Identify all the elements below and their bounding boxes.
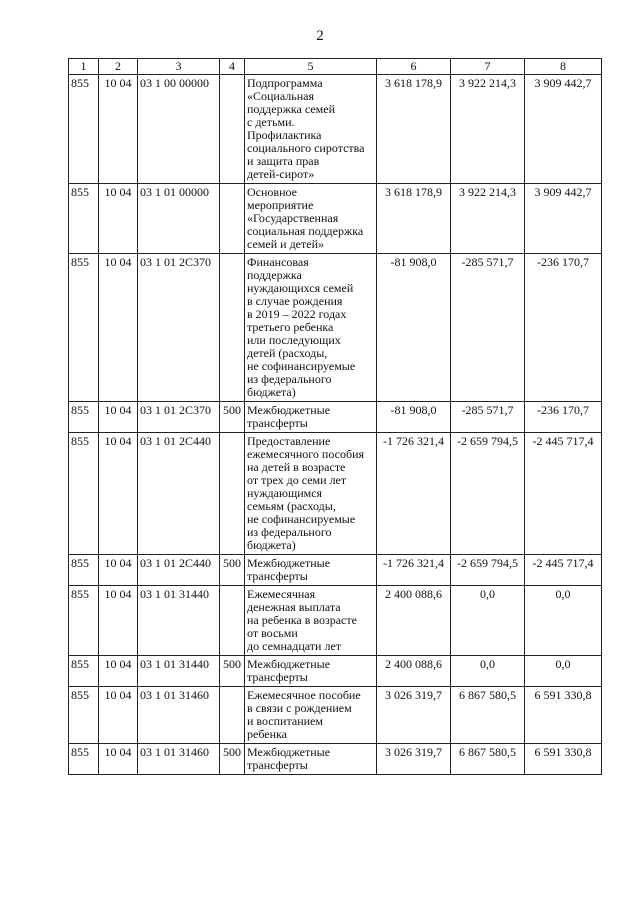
section-code-cell: 10 04 (99, 586, 138, 656)
amount-col7-cell: -285 571,7 (451, 254, 525, 402)
budget-table (68, 58, 602, 775)
table-row (69, 75, 602, 184)
table-row (69, 586, 602, 656)
column-header-3: 3 (138, 59, 220, 75)
table-row (69, 402, 602, 433)
expense-type-cell: 500 (220, 656, 245, 687)
target-article-cell: 03 1 01 31460 (138, 687, 220, 744)
amount-col8-cell: -236 170,7 (525, 254, 602, 402)
page-number: 2 (316, 28, 324, 44)
expense-type-cell (220, 75, 245, 184)
amount-col6-cell: 3 026 319,7 (377, 687, 451, 744)
table-row (69, 687, 602, 744)
ministry-code-cell: 855 (69, 586, 99, 656)
amount-col8-cell: 6 591 330,8 (525, 744, 602, 775)
target-article-cell: 03 1 01 2С370 (138, 254, 220, 402)
expense-type-cell: 500 (220, 402, 245, 433)
section-code-cell: 10 04 (99, 656, 138, 687)
description-text: Ежемесячное пособие в связи с рождением и воспитанием ребенка (247, 688, 361, 741)
section-code-cell: 10 04 (99, 555, 138, 586)
description-text: Межбюджетные трансферты (247, 657, 331, 684)
expense-type-cell (220, 254, 245, 402)
amount-col8-cell: -2 445 717,4 (525, 555, 602, 586)
amount-col6-cell: 3 618 178,9 (377, 184, 451, 254)
target-article-cell: 03 1 01 2С440 (138, 555, 220, 586)
target-article-cell: 03 1 00 00000 (138, 75, 220, 184)
table-row (69, 254, 602, 402)
table-row (69, 555, 602, 586)
description-text: Предоставление ежемесячного пособия на детей в возрасте от трех до семи лет нуждающимся семьям (расходы, не софинансируемые из федерального бюджета) (247, 434, 365, 552)
section-code-cell: 10 04 (99, 687, 138, 744)
section-code-cell: 10 04 (99, 744, 138, 775)
section-code-cell: 10 04 (99, 402, 138, 433)
amount-col8-cell: -2 445 717,4 (525, 433, 602, 555)
ministry-code-cell: 855 (69, 184, 99, 254)
description-text: Финансовая поддержка нуждающихся семей в случае рождения в 2019 – 2022 годах третьего ребенка или последующих детей (расходы, не софинансируемые из федерального бюджета) (247, 255, 356, 399)
description-cell (245, 184, 377, 254)
ministry-code-cell: 855 (69, 555, 99, 586)
description-cell (245, 656, 377, 687)
description-text: Основное мероприятие «Государственная социальная поддержка семей и детей» (247, 185, 364, 251)
amount-col7-cell: -285 571,7 (451, 402, 525, 433)
amount-col7-cell: 3 922 214,3 (451, 75, 525, 184)
table-row (69, 656, 602, 687)
amount-col8-cell: 0,0 (525, 586, 602, 656)
section-code-cell: 10 04 (99, 75, 138, 184)
amount-col7-cell: 0,0 (451, 586, 525, 656)
amount-col6-cell: 3 026 319,7 (377, 744, 451, 775)
expense-type-cell (220, 433, 245, 555)
expense-type-cell: 500 (220, 744, 245, 775)
target-article-cell: 03 1 01 31440 (138, 586, 220, 656)
table-row (69, 184, 602, 254)
amount-col6-cell: -81 908,0 (377, 254, 451, 402)
column-header-8: 8 (525, 59, 602, 75)
description-cell (245, 402, 377, 433)
ministry-code-cell: 855 (69, 402, 99, 433)
amount-col6-cell: -1 726 321,4 (377, 555, 451, 586)
amount-col6-cell: -1 726 321,4 (377, 433, 451, 555)
target-article-cell: 03 1 01 2С370 (138, 402, 220, 433)
column-header-2: 2 (99, 59, 138, 75)
table-header-row (69, 59, 602, 75)
amount-col6-cell: 3 618 178,9 (377, 75, 451, 184)
column-header-7: 7 (451, 59, 525, 75)
description-cell (245, 687, 377, 744)
amount-col6-cell: -81 908,0 (377, 402, 451, 433)
section-code-cell: 10 04 (99, 433, 138, 555)
amount-col6-cell: 2 400 088,6 (377, 656, 451, 687)
column-header-4: 4 (220, 59, 245, 75)
amount-col7-cell: 0,0 (451, 656, 525, 687)
description-text: Межбюджетные трансферты (247, 403, 331, 430)
description-cell (245, 555, 377, 586)
amount-col6-cell: 2 400 088,6 (377, 586, 451, 656)
description-cell (245, 254, 377, 402)
amount-col7-cell: 6 867 580,5 (451, 744, 525, 775)
ministry-code-cell: 855 (69, 656, 99, 687)
section-code-cell: 10 04 (99, 254, 138, 402)
ministry-code-cell: 855 (69, 75, 99, 184)
column-header-5: 5 (245, 59, 377, 75)
target-article-cell: 03 1 01 00000 (138, 184, 220, 254)
description-text: Ежемесячная денежная выплата на ребенка в возрасте от восьми до семнадцати лет (247, 587, 357, 653)
amount-col7-cell: 6 867 580,5 (451, 687, 525, 744)
expense-type-cell: 500 (220, 555, 245, 586)
description-text: Межбюджетные трансферты (247, 556, 331, 583)
table-row (69, 433, 602, 555)
ministry-code-cell: 855 (69, 433, 99, 555)
amount-col8-cell: -236 170,7 (525, 402, 602, 433)
description-cell (245, 75, 377, 184)
column-header-1: 1 (69, 59, 99, 75)
table-row (69, 744, 602, 775)
amount-col8-cell: 0,0 (525, 656, 602, 687)
expense-type-cell (220, 184, 245, 254)
ministry-code-cell: 855 (69, 254, 99, 402)
section-code-cell: 10 04 (99, 184, 138, 254)
column-header-6: 6 (377, 59, 451, 75)
amount-col7-cell: 3 922 214,3 (451, 184, 525, 254)
description-text: Межбюджетные трансферты (247, 745, 331, 772)
amount-col8-cell: 3 909 442,7 (525, 75, 602, 184)
expense-type-cell (220, 687, 245, 744)
description-cell (245, 586, 377, 656)
description-cell (245, 744, 377, 775)
description-text: Подпрограмма «Социальная поддержка семей с детьми. Профилактика социального сиротства и защита прав детей-сирот» (247, 76, 365, 181)
target-article-cell: 03 1 01 31460 (138, 744, 220, 775)
target-article-cell: 03 1 01 31440 (138, 656, 220, 687)
amount-col7-cell: -2 659 794,5 (451, 433, 525, 555)
description-cell (245, 433, 377, 555)
ministry-code-cell: 855 (69, 744, 99, 775)
amount-col7-cell: -2 659 794,5 (451, 555, 525, 586)
ministry-code-cell: 855 (69, 687, 99, 744)
amount-col8-cell: 3 909 442,7 (525, 184, 602, 254)
expense-type-cell (220, 586, 245, 656)
amount-col8-cell: 6 591 330,8 (525, 687, 602, 744)
target-article-cell: 03 1 01 2С440 (138, 433, 220, 555)
